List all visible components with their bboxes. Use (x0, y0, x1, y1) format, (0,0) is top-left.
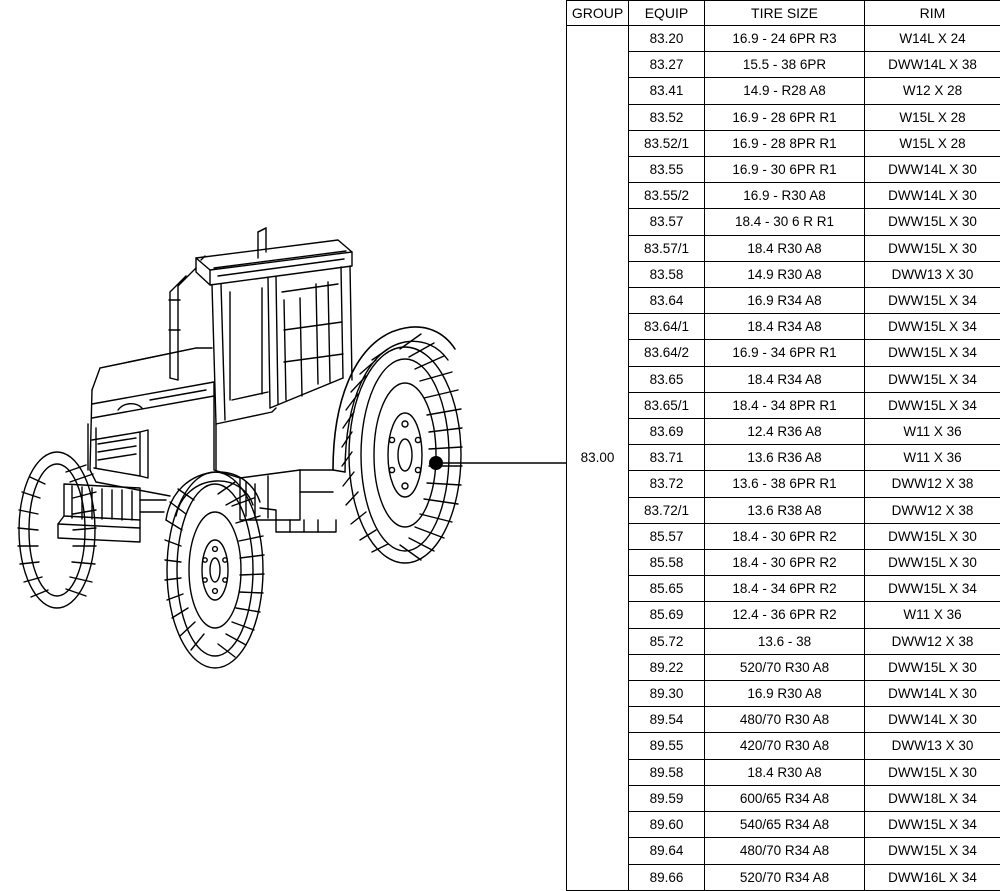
header-equip: EQUIP (629, 1, 705, 26)
table-row (567, 392, 1000, 418)
equip-cell: 89.64 (629, 838, 705, 864)
table-row (567, 288, 1000, 314)
equip-cell: 83.27 (629, 52, 705, 78)
table-row (567, 52, 1000, 78)
tire-size-cell: 600/65 R34 A8 (705, 785, 865, 811)
table-row (567, 812, 1000, 838)
tire-size-cell: 18.4 - 30 6PR R2 (705, 550, 865, 576)
tire-size-cell: 18.4 R34 A8 (705, 314, 865, 340)
rim-cell: W15L X 28 (865, 104, 1000, 130)
tire-size-cell: 18.4 - 30 6PR R2 (705, 523, 865, 549)
table-row (567, 366, 1000, 392)
table-row (567, 733, 1000, 759)
table-row (567, 602, 1000, 628)
table-row (567, 419, 1000, 445)
equip-cell: 83.64/2 (629, 340, 705, 366)
tire-size-cell: 12.4 R36 A8 (705, 419, 865, 445)
rim-cell: W15L X 28 (865, 130, 1000, 156)
rim-cell: DWW15L X 30 (865, 235, 1000, 261)
rim-cell: DWW15L X 34 (865, 392, 1000, 418)
equip-cell: 83.64 (629, 288, 705, 314)
table-row (567, 550, 1000, 576)
rim-cell: DWW12 X 38 (865, 497, 1000, 523)
equip-cell: 89.60 (629, 812, 705, 838)
equip-cell: 85.58 (629, 550, 705, 576)
rim-cell: DWW12 X 38 (865, 471, 1000, 497)
rear-rim (374, 383, 436, 527)
rim-cell: W12 X 28 (865, 78, 1000, 104)
tire-size-cell: 520/70 R30 A8 (705, 654, 865, 680)
table-row (567, 707, 1000, 733)
table-row (567, 681, 1000, 707)
table-row (567, 628, 1000, 654)
tire-size-cell: 420/70 R30 A8 (705, 733, 865, 759)
equip-cell: 83.20 (629, 26, 705, 52)
tire-size-cell: 18.4 R30 A8 (705, 759, 865, 785)
equip-cell: 83.64/1 (629, 314, 705, 340)
equip-cell: 83.72/1 (629, 497, 705, 523)
tire-size-cell: 18.4 R34 A8 (705, 366, 865, 392)
table-row (567, 78, 1000, 104)
tire-size-cell: 16.9 - 28 6PR R1 (705, 104, 865, 130)
equip-cell: 83.69 (629, 419, 705, 445)
table-row (567, 471, 1000, 497)
rim-cell: DWW15L X 34 (865, 340, 1000, 366)
mid-body (214, 382, 300, 520)
rim-cell: DWW15L X 30 (865, 209, 1000, 235)
table-row (567, 759, 1000, 785)
tire-size-cell: 14.9 R30 A8 (705, 261, 865, 287)
table-row (567, 523, 1000, 549)
equip-cell: 89.30 (629, 681, 705, 707)
tire-size-cell: 16.9 - 28 8PR R1 (705, 130, 865, 156)
rim-cell: DWW14L X 30 (865, 707, 1000, 733)
group-cell: 83.00 (567, 26, 629, 891)
rim-cell: DWW15L X 30 (865, 550, 1000, 576)
table-row (567, 235, 1000, 261)
tire-size-cell: 520/70 R34 A8 (705, 864, 865, 890)
rim-cell: DWW14L X 38 (865, 52, 1000, 78)
tire-size-cell: 480/70 R30 A8 (705, 707, 865, 733)
hood-top (92, 348, 212, 390)
tire-size-cell: 16.9 R34 A8 (705, 288, 865, 314)
rim-cell: DWW15L X 34 (865, 288, 1000, 314)
equip-cell: 85.65 (629, 576, 705, 602)
tire-size-cell: 18.4 - 34 8PR R1 (705, 392, 865, 418)
table-row (567, 183, 1000, 209)
cab-rear-pillar (350, 266, 352, 380)
equip-cell: 83.52/1 (629, 130, 705, 156)
tire-size-cell: 13.6 R36 A8 (705, 445, 865, 471)
equip-cell: 89.55 (629, 733, 705, 759)
tire-size-cell: 540/65 R34 A8 (705, 812, 865, 838)
equip-cell: 83.55/2 (629, 183, 705, 209)
rim-cell: DWW15L X 34 (865, 366, 1000, 392)
equip-cell: 83.72 (629, 471, 705, 497)
tire-size-cell: 16.9 - R30 A8 (705, 183, 865, 209)
specification-table-panel (566, 0, 1000, 828)
front-right-rim (189, 512, 241, 628)
tire-size-cell: 12.4 - 36 6PR R2 (705, 602, 865, 628)
tire-size-cell: 18.4 - 34 6PR R2 (705, 576, 865, 602)
step-plate (276, 520, 336, 532)
equip-cell: 83.57 (629, 209, 705, 235)
rim-cell: W14L X 24 (865, 26, 1000, 52)
tire-size-cell: 16.9 - 30 6PR R1 (705, 157, 865, 183)
header-rim: RIM (865, 1, 1000, 26)
rim-cell: DWW14L X 30 (865, 183, 1000, 209)
front-left-tire (19, 452, 95, 608)
equip-cell: 85.57 (629, 523, 705, 549)
tire-size-cell: 13.6 - 38 6PR R1 (705, 471, 865, 497)
header-tire-size: TIRE SIZE (705, 1, 865, 26)
tire-size-cell: 14.9 - R28 A8 (705, 78, 865, 104)
table-row (567, 157, 1000, 183)
table-row (567, 261, 1000, 287)
table-row (567, 864, 1000, 890)
equip-cell: 83.58 (629, 261, 705, 287)
equip-cell: 83.41 (629, 78, 705, 104)
rim-cell: DWW15L X 34 (865, 314, 1000, 340)
table-row (567, 314, 1000, 340)
equip-cell: 83.65 (629, 366, 705, 392)
rim-cell: DWW15L X 34 (865, 576, 1000, 602)
equip-cell: 83.57/1 (629, 235, 705, 261)
equip-cell: 83.52 (629, 104, 705, 130)
rim-cell: DWW13 X 30 (865, 261, 1000, 287)
table-row (567, 340, 1000, 366)
tire-size-cell: 13.6 R38 A8 (705, 497, 865, 523)
tire-size-cell: 16.9 - 24 6PR R3 (705, 26, 865, 52)
rim-cell: DWW15L X 30 (865, 759, 1000, 785)
tire-size-cell: 480/70 R34 A8 (705, 838, 865, 864)
rim-cell: DWW18L X 34 (865, 785, 1000, 811)
table-row (567, 445, 1000, 471)
equip-cell: 83.65/1 (629, 392, 705, 418)
tire-rim-table (566, 0, 1000, 891)
rim-cell: DWW12 X 38 (865, 628, 1000, 654)
table-head (567, 1, 1000, 26)
tire-size-cell: 16.9 - 34 6PR R1 (705, 340, 865, 366)
table-row (567, 130, 1000, 156)
rear-hub (388, 413, 422, 497)
exhaust-stack (258, 228, 266, 258)
table-row (567, 26, 1000, 52)
tire-size-cell: 18.4 - 30 6 R R1 (705, 209, 865, 235)
equip-cell: 89.58 (629, 759, 705, 785)
tire-size-cell: 15.5 - 38 6PR (705, 52, 865, 78)
table-row (567, 576, 1000, 602)
tire-size-cell: 18.4 R30 A8 (705, 235, 865, 261)
equip-cell: 83.71 (629, 445, 705, 471)
equip-cell: 89.59 (629, 785, 705, 811)
callout-dot (429, 456, 443, 470)
table-row (567, 785, 1000, 811)
rim-cell: W11 X 36 (865, 445, 1000, 471)
rim-cell: DWW15L X 30 (865, 654, 1000, 680)
rim-cell: DWW16L X 34 (865, 864, 1000, 890)
header-group: GROUP (567, 1, 629, 26)
tire-size-cell: 13.6 - 38 (705, 628, 865, 654)
table-body (567, 26, 1000, 891)
rim-cell: DWW15L X 30 (865, 523, 1000, 549)
equip-cell: 89.66 (629, 864, 705, 890)
rim-cell: DWW13 X 30 (865, 733, 1000, 759)
table-row (567, 497, 1000, 523)
rim-cell: W11 X 36 (865, 602, 1000, 628)
table-row (567, 654, 1000, 680)
table-header-row (567, 1, 1000, 26)
rim-cell: DWW14L X 30 (865, 157, 1000, 183)
equip-cell: 83.55 (629, 157, 705, 183)
rim-cell: W11 X 36 (865, 419, 1000, 445)
equip-cell: 89.22 (629, 654, 705, 680)
equip-cell: 89.54 (629, 707, 705, 733)
table-row (567, 104, 1000, 130)
equip-cell: 85.69 (629, 602, 705, 628)
tire-size-cell: 16.9 R30 A8 (705, 681, 865, 707)
rear-tire-outer (349, 347, 461, 563)
equip-cell: 85.72 (629, 628, 705, 654)
rim-cell: DWW15L X 34 (865, 812, 1000, 838)
table-row (567, 838, 1000, 864)
table-row (567, 209, 1000, 235)
rim-cell: DWW15L X 34 (865, 838, 1000, 864)
rim-cell: DWW14L X 30 (865, 681, 1000, 707)
mirror-arm (178, 268, 196, 380)
